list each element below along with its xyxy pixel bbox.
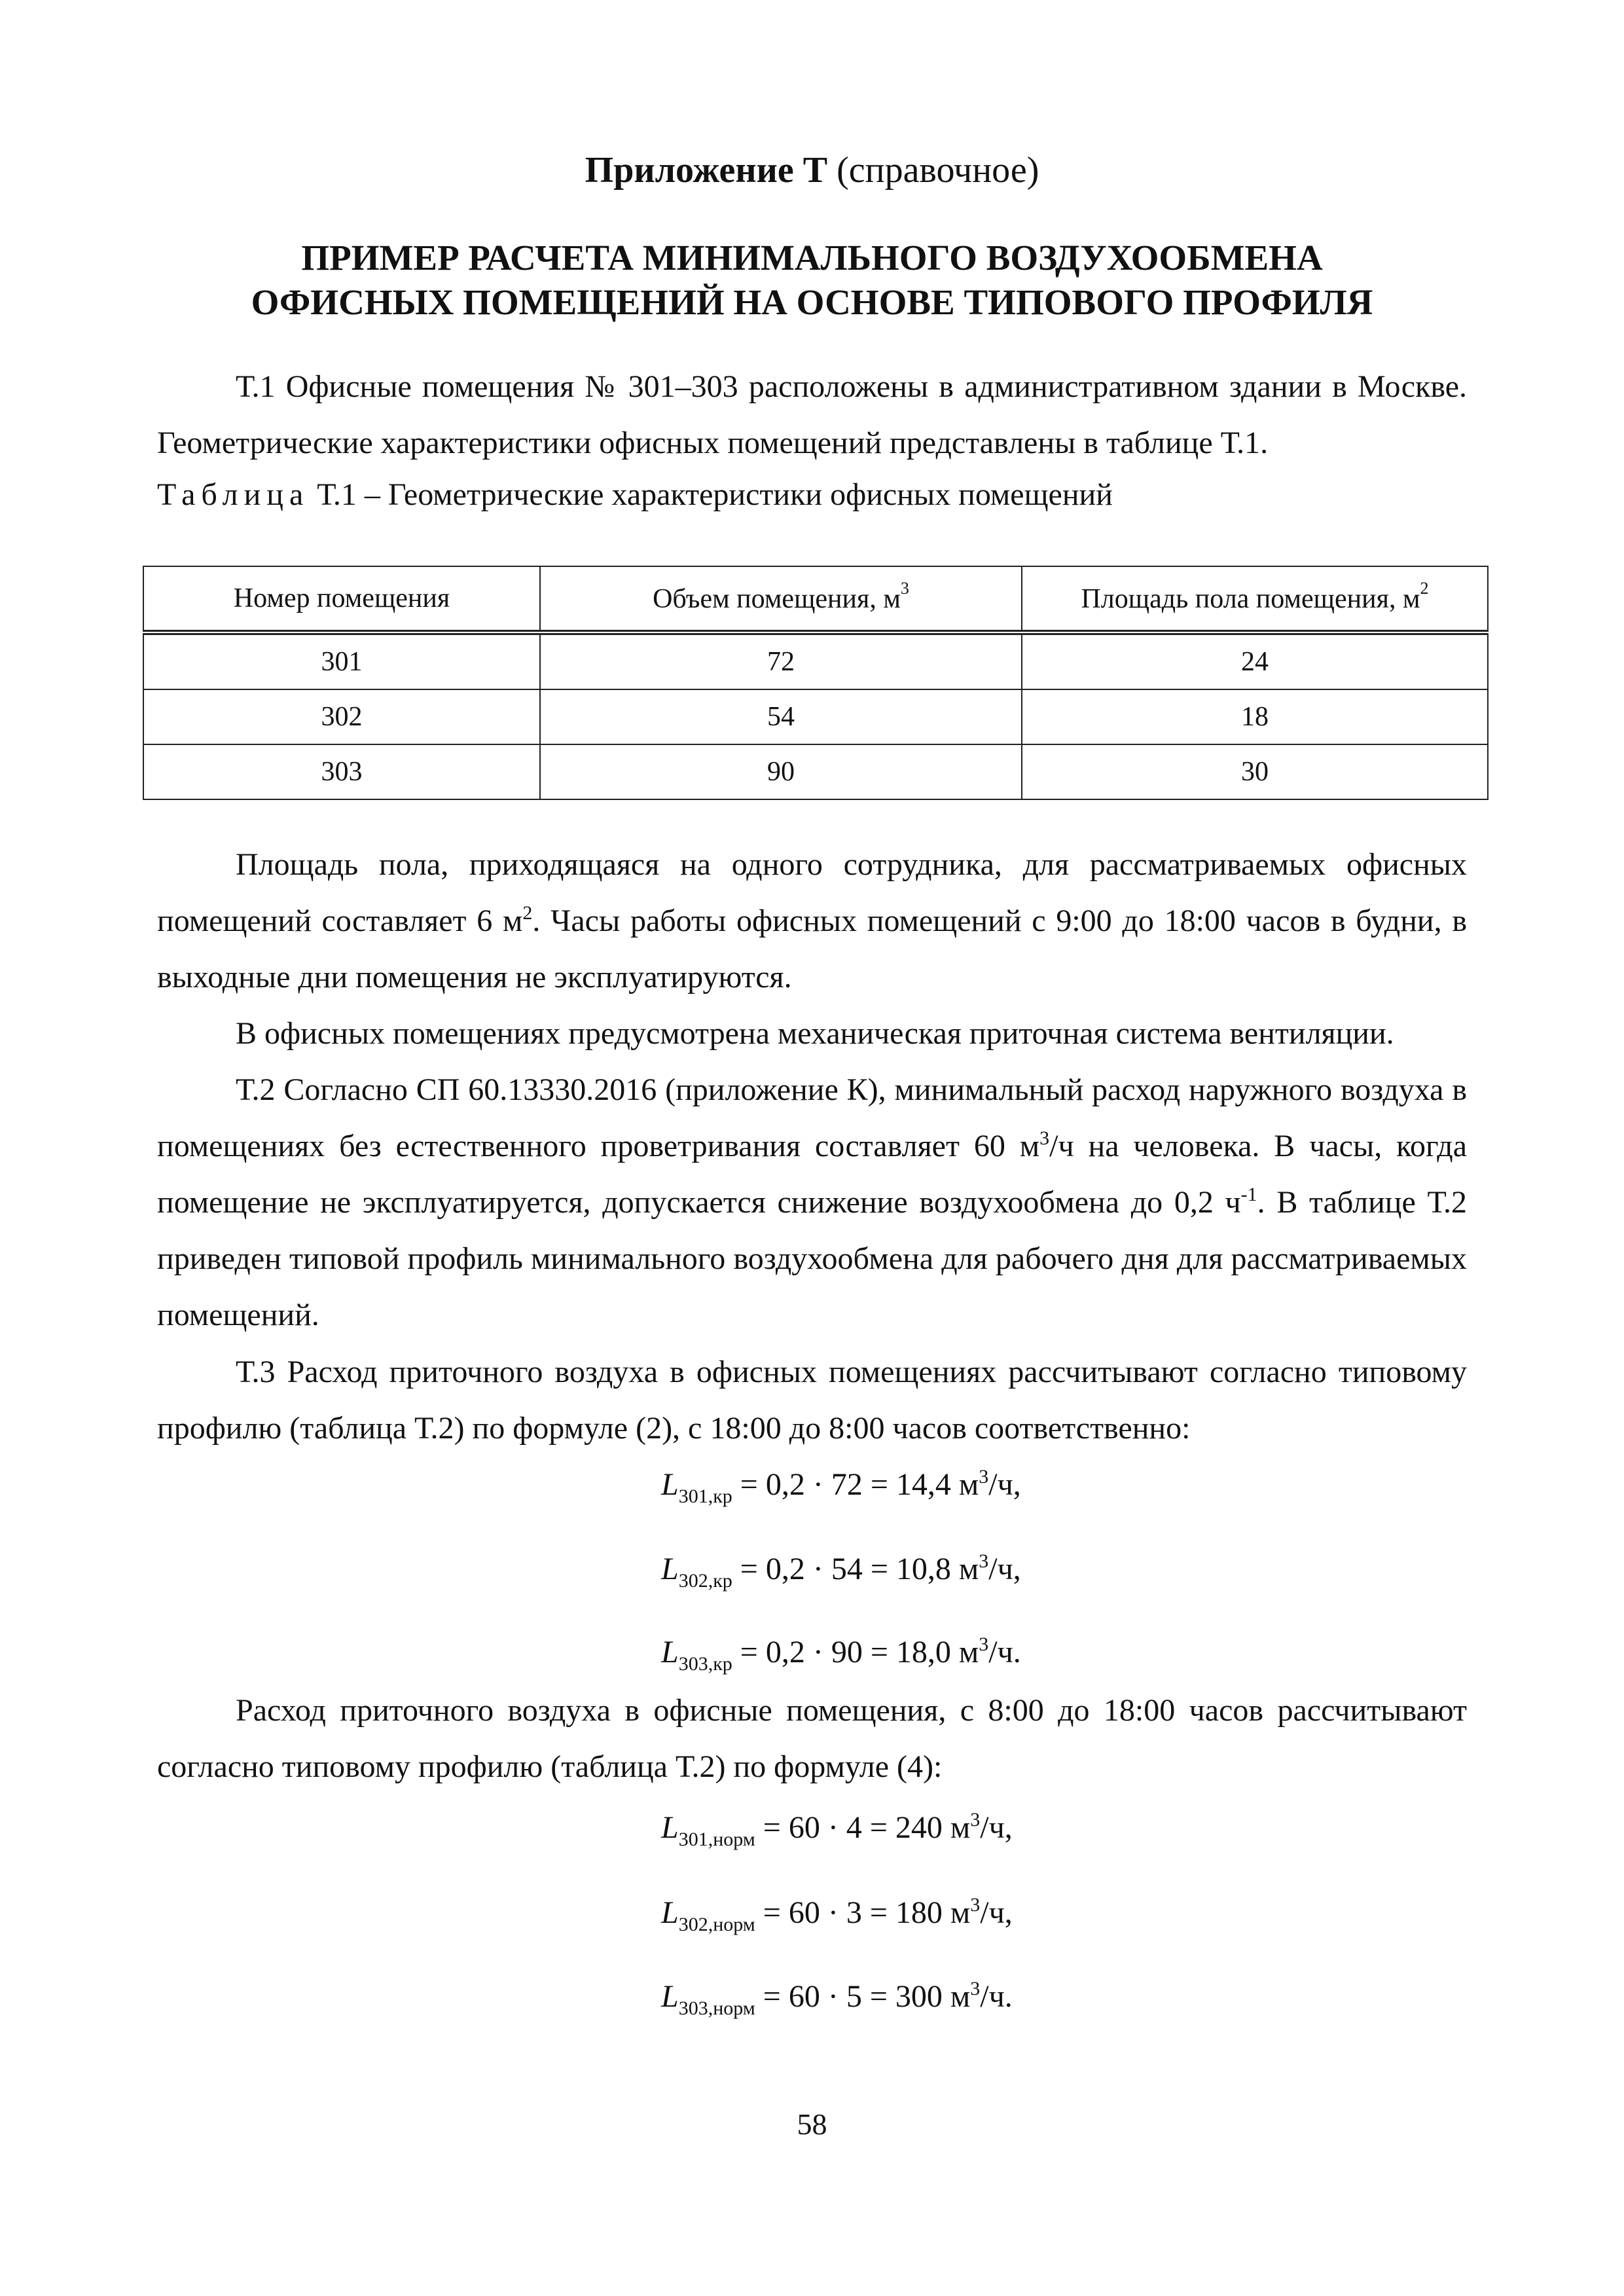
formula-unit-sup: 3 [979,1633,989,1655]
formula-symbol: L [661,1810,679,1845]
t2-sup-2: -1 [1240,1184,1257,1205]
formula-subscript: 303,норм [678,1997,755,2019]
formula-symbol: L [661,1467,679,1502]
table-row [143,744,1488,799]
paragraph-norm-rate: Расход приточного воздуха в офисные помещения, с 8:00 до 18:00 часов рассчитывают согласно типовому профилю (таблица Т.2) по формуле (4): [157,1693,1467,1784]
formula-unit-sup: 3 [970,1894,981,1916]
formula-symbol: L [661,1979,679,2014]
main-title-line-1: ПРИМЕР РАСЧЕТА МИНИМАЛЬНОГО ВОЗДУХООБМЕНА [301,238,1323,278]
appendix-label: Приложение Т [585,150,828,191]
table-caption-label: Таблица [157,477,310,512]
formula-expression: = 60 · 4 = 240 м [755,1810,971,1845]
formula-unit-sup: 3 [979,1550,989,1572]
table-caption-text: Т.1 – Геометрические характеристики офисных помещений [309,477,1113,512]
paragraph-t2 [157,1062,1467,1343]
header-floor-area [1022,566,1488,632]
table-row [143,689,1488,744]
formula-expression: = 0,2 · 54 = 10,8 м [732,1552,979,1586]
header-room-number-text: Номер помещения [233,583,450,613]
cell-room-number: 302 [143,689,540,744]
table-row [143,632,1488,689]
geometry-table [143,566,1489,800]
cell-room-number: 303 [143,744,540,799]
table-header-row [143,566,1488,632]
t2-text-c: . В таблице Т.2 приведен типовой профиль минимального воздухообмена для рабочего дня для рассматриваемых помещений. [157,1185,1467,1332]
formula-subscript: 301,норм [678,1829,755,1850]
cell-room-volume: 90 [540,744,1022,799]
formula-301-kr [661,1457,1021,1516]
cell-room-number: 301 [143,632,540,689]
formula-unit-tail: /ч. [980,1979,1013,2014]
formula-subscript: 302,норм [678,1914,755,1935]
formula-unit-tail: /ч. [988,1635,1021,1669]
formula-unit-tail: /ч, [980,1810,1013,1845]
cell-floor-area: 24 [1022,632,1488,689]
page-number: 58 [797,2107,827,2141]
formula-unit-sup: 3 [970,1809,981,1831]
formula-expression: = 0,2 · 90 = 18,0 м [732,1635,979,1669]
formula-unit-tail: /ч, [988,1467,1021,1502]
appendix-type: (справочное) [827,150,1039,191]
header-room-number [143,566,540,632]
floor-text-b: . Часы работы офисных помещений с 9:00 до 18:00 часов в будни, в выходные дни помещения не эксплуатируются. [157,903,1468,994]
floor-sup: 2 [522,902,533,924]
formula-symbol: L [661,1895,679,1930]
formula-expression: = 0,2 · 72 = 14,4 м [732,1467,979,1502]
appendix-title [0,149,1624,191]
formula-302-norm [661,1886,1013,1944]
formula-302-kr [661,1542,1021,1601]
formula-unit-sup: 3 [979,1466,989,1487]
formula-303-norm [661,1969,1013,2028]
floor-text-a: Площадь пола, приходящаяся на одного сотрудника, для рассматриваемых офисных помещений составляет 6 м [157,847,1467,938]
formula-unit-tail: /ч, [980,1895,1013,1930]
t2-text-a: Т.2 Согласно СП 60.13330.2016 (приложение К), минимальный расход наружного воздуха в помещениях без естественного проветривания составляет 60 м [157,1072,1467,1163]
paragraph-t3: Т.3 Расход приточного воздуха в офисных помещениях рассчитывают согласно типовому профилю (таблица Т.2) по формуле (2), с 18:00 до 8:00 часов соответственно: [157,1355,1467,1446]
cell-room-volume: 54 [540,689,1022,744]
paragraph-floor-area [157,837,1467,1006]
t2-sup-1: 3 [1039,1127,1050,1149]
formula-unit-sup: 3 [970,1978,981,1999]
header-area-unit-sup: 2 [1420,578,1429,598]
header-floor-area-text: Площадь пола помещения, м [1081,583,1420,614]
header-volume-unit-sup: 3 [900,578,909,598]
formula-303-kr [661,1625,1021,1684]
paragraph-t1: Т.1 Офисные помещения № 301–303 расположены в административном здании в Москве. Геометрические характеристики офисных помещений представлены в таблице Т.1. [157,369,1467,460]
cell-room-volume: 72 [540,632,1022,689]
formula-expression: = 60 · 3 = 180 м [755,1895,971,1930]
paragraph-ventilation-system: В офисных помещениях предусмотрена механическая приточная система вентиляции. [236,1016,1394,1051]
cell-floor-area: 30 [1022,744,1488,799]
cell-floor-area: 18 [1022,689,1488,744]
formula-unit-tail: /ч, [988,1552,1021,1586]
formula-subscript: 301,кр [678,1485,732,1507]
t2-text-b: /ч на человека. В часы, когда помещение не эксплуатируется, допускается снижение воздухообмена до 0,2 ч [157,1129,1468,1220]
main-title-line-2: ОФИСНЫХ ПОМЕЩЕНИЙ НА ОСНОВЕ ТИПОВОГО ПРОФИЛЯ [251,282,1373,322]
formula-subscript: 303,кр [678,1653,732,1675]
table-caption [157,477,1113,513]
header-room-volume-text: Объем помещения, м [653,583,901,614]
formula-symbol: L [661,1552,679,1586]
formula-301-norm [661,1800,1013,1859]
formula-symbol: L [661,1635,679,1669]
header-room-volume [540,566,1022,632]
formula-expression: = 60 · 5 = 300 м [755,1979,971,2014]
formula-subscript: 302,кр [678,1570,732,1592]
